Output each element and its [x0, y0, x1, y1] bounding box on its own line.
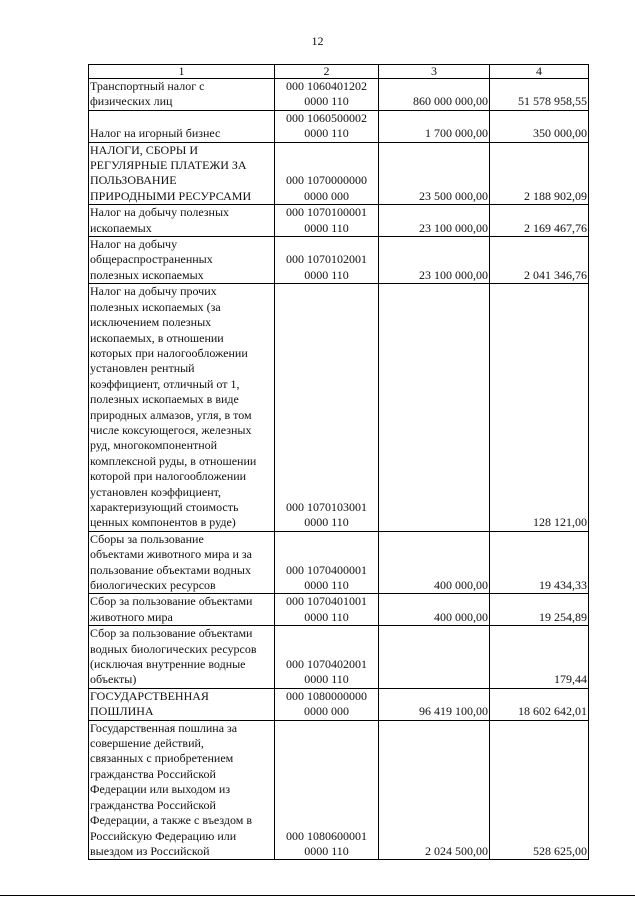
table-header-row: [89, 65, 589, 79]
row-name-cell: [89, 688, 275, 720]
row-code-cell: [275, 531, 379, 594]
row-name-cell: [89, 720, 275, 860]
row-plan-cell: [379, 205, 490, 237]
row-fact-cell-text: 18 602 642,01: [518, 704, 587, 719]
row-plan-cell: [379, 626, 490, 689]
table-row: [89, 284, 589, 532]
row-plan-cell-text: 1 700 000,00: [425, 126, 488, 141]
row-fact-cell: [490, 110, 589, 142]
row-code-cell: [275, 720, 379, 860]
row-fact-cell: [490, 142, 589, 205]
row-fact-cell-text: 128 121,00: [533, 515, 587, 530]
table-row: [89, 110, 589, 142]
row-name-cell: [89, 79, 275, 111]
row-name-cell: [89, 594, 275, 626]
row-name-cell-text: Налог на добычу общераспространенных полезных ископаемых: [90, 237, 213, 282]
row-plan-cell: [379, 531, 490, 594]
row-name-cell-text: Сборы за пользование объектами животного мира и за пользование объектами водных биологических ресурсов: [90, 531, 252, 592]
table-row: [89, 237, 589, 284]
row-plan-cell: [379, 142, 490, 205]
row-code-cell-text: 000 1070102001 0000 110: [286, 252, 367, 282]
table-row: [89, 594, 589, 626]
row-fact-cell: [490, 594, 589, 626]
row-plan-cell: [379, 688, 490, 720]
column-header: 4: [490, 65, 589, 79]
row-fact-cell-text: 2 188 902,09: [524, 188, 587, 203]
column-header: 3: [379, 65, 490, 79]
row-code-cell-text: 000 1070401001 0000 110: [286, 594, 367, 624]
row-plan-cell-text: 96 419 100,00: [419, 704, 488, 719]
row-name-cell-text: Сбор за пользование объектами водных биологических ресурсов (исключая внутренние водные объекты): [90, 626, 257, 687]
row-fact-cell-text: 179,44: [554, 672, 587, 687]
row-fact-cell-text: 2 041 346,76: [524, 267, 587, 282]
row-code-cell: [275, 79, 379, 111]
bottom-rule: [0, 895, 635, 896]
row-name-cell-text: Сбор за пользование объектами животного мира: [90, 594, 253, 624]
row-code-cell: [275, 237, 379, 284]
row-code-cell: [275, 284, 379, 532]
row-name-cell: [89, 284, 275, 532]
row-plan-cell-text: 23 100 000,00: [419, 220, 488, 235]
budget-table: [88, 64, 589, 860]
row-plan-cell-text: 860 000 000,00: [413, 94, 488, 109]
row-plan-cell: [379, 720, 490, 860]
row-name-cell: [89, 626, 275, 689]
row-code-cell-text: 000 1070103001 0000 110: [286, 499, 367, 530]
row-code-cell-text: 000 1070100001 0000 110: [286, 205, 367, 235]
row-code-cell: [275, 110, 379, 142]
table-row: [89, 626, 589, 689]
row-code-cell: [275, 626, 379, 689]
row-code-cell-text: 000 1060500002 0000 110: [286, 110, 367, 141]
table-row: [89, 688, 589, 720]
row-name-cell-text: НАЛОГИ, СБОРЫ И РЕГУЛЯРНЫЕ ПЛАТЕЖИ ЗА ПОЛЬЗОВАНИЕ ПРИРОДНЫМИ РЕСУРСАМИ: [90, 142, 252, 203]
row-name-cell-text: Транспортный налог с физических лиц: [90, 79, 205, 109]
row-name-cell: [89, 531, 275, 594]
row-fact-cell: [490, 531, 589, 594]
row-code-cell-text: 000 1070000000 0000 000: [286, 173, 367, 203]
row-code-cell-text: 000 1070402001 0000 110: [286, 657, 367, 687]
row-fact-cell-text: 2 169 467,76: [524, 220, 587, 235]
row-code-cell: [275, 205, 379, 237]
row-plan-cell-text: 23 500 000,00: [419, 188, 488, 203]
row-name-cell: [89, 142, 275, 205]
row-name-cell-text: ГОСУДАРСТВЕННАЯ ПОШЛИНА: [90, 688, 209, 719]
row-name-cell-text: Государственная пошлина за совершение действий, связанных с приобретением гражданства Российской Федерации или выходом из гражданства Российской Федерации, а также с въездом в Российскую Федерацию или выездом из Российской: [90, 720, 253, 858]
row-fact-cell-text: 19 254,89: [539, 609, 587, 624]
row-name-cell-text: Налог на игорный бизнес: [90, 126, 221, 141]
row-fact-cell-text: 19 434,33: [539, 578, 587, 592]
row-fact-cell: [490, 284, 589, 532]
row-plan-cell-text: 400 000,00: [434, 609, 488, 624]
row-fact-cell: [490, 237, 589, 284]
row-fact-cell: [490, 720, 589, 860]
row-plan-cell-text: 2 024 500,00: [425, 843, 488, 858]
row-code-cell-text: 000 1060401202 0000 110: [286, 79, 367, 109]
table-row: [89, 79, 589, 111]
row-plan-cell: [379, 237, 490, 284]
row-code-cell: [275, 594, 379, 626]
row-fact-cell: [490, 79, 589, 111]
row-plan-cell: [379, 594, 490, 626]
row-name-cell: [89, 110, 275, 142]
row-code-cell-text: 000 1070400001 0000 110: [286, 562, 367, 592]
row-name-cell-text: Налог на добычу прочих полезных ископаемых (за исключением полезных ископаемых, в отношении которых при налогообложении установлен рентный коэффициент, отличный от 1, полезных ископаемых в виде природных алмазов, угля, в том числе коксующегося, железных руд, многокомпонентной комплексной руды, в отношении которой при налогообложении установлен коэффициент, характеризующий стоимость ценных компонентов в руде): [90, 284, 257, 530]
column-header: 2: [275, 65, 379, 79]
row-plan-cell: [379, 284, 490, 532]
row-fact-cell-text: 350 000,00: [533, 126, 587, 141]
row-code-cell-text: 000 1080000000 0000 000: [286, 688, 367, 719]
row-fact-cell: [490, 688, 589, 720]
row-name-cell: [89, 237, 275, 284]
table-row: [89, 531, 589, 594]
row-plan-cell: [379, 110, 490, 142]
page-number: 12: [311, 34, 324, 48]
row-fact-cell: [490, 626, 589, 689]
row-code-cell: [275, 688, 379, 720]
row-code-cell-text: 000 1080600001 0000 110: [286, 828, 367, 858]
row-code-cell: [275, 142, 379, 205]
row-plan-cell-text: 400 000,00: [434, 578, 488, 592]
row-fact-cell-text: 528 625,00: [533, 843, 587, 858]
row-name-cell: [89, 205, 275, 237]
row-fact-cell: [490, 205, 589, 237]
table-row: [89, 142, 589, 205]
table-row: [89, 205, 589, 237]
row-plan-cell-text: 23 100 000,00: [419, 267, 488, 282]
column-header: 1: [89, 65, 275, 79]
table-row: [89, 720, 589, 860]
row-name-cell-text: Налог на добычу полезных ископаемых: [90, 205, 230, 235]
row-plan-cell: [379, 79, 490, 111]
row-fact-cell-text: 51 578 958,55: [518, 94, 587, 109]
